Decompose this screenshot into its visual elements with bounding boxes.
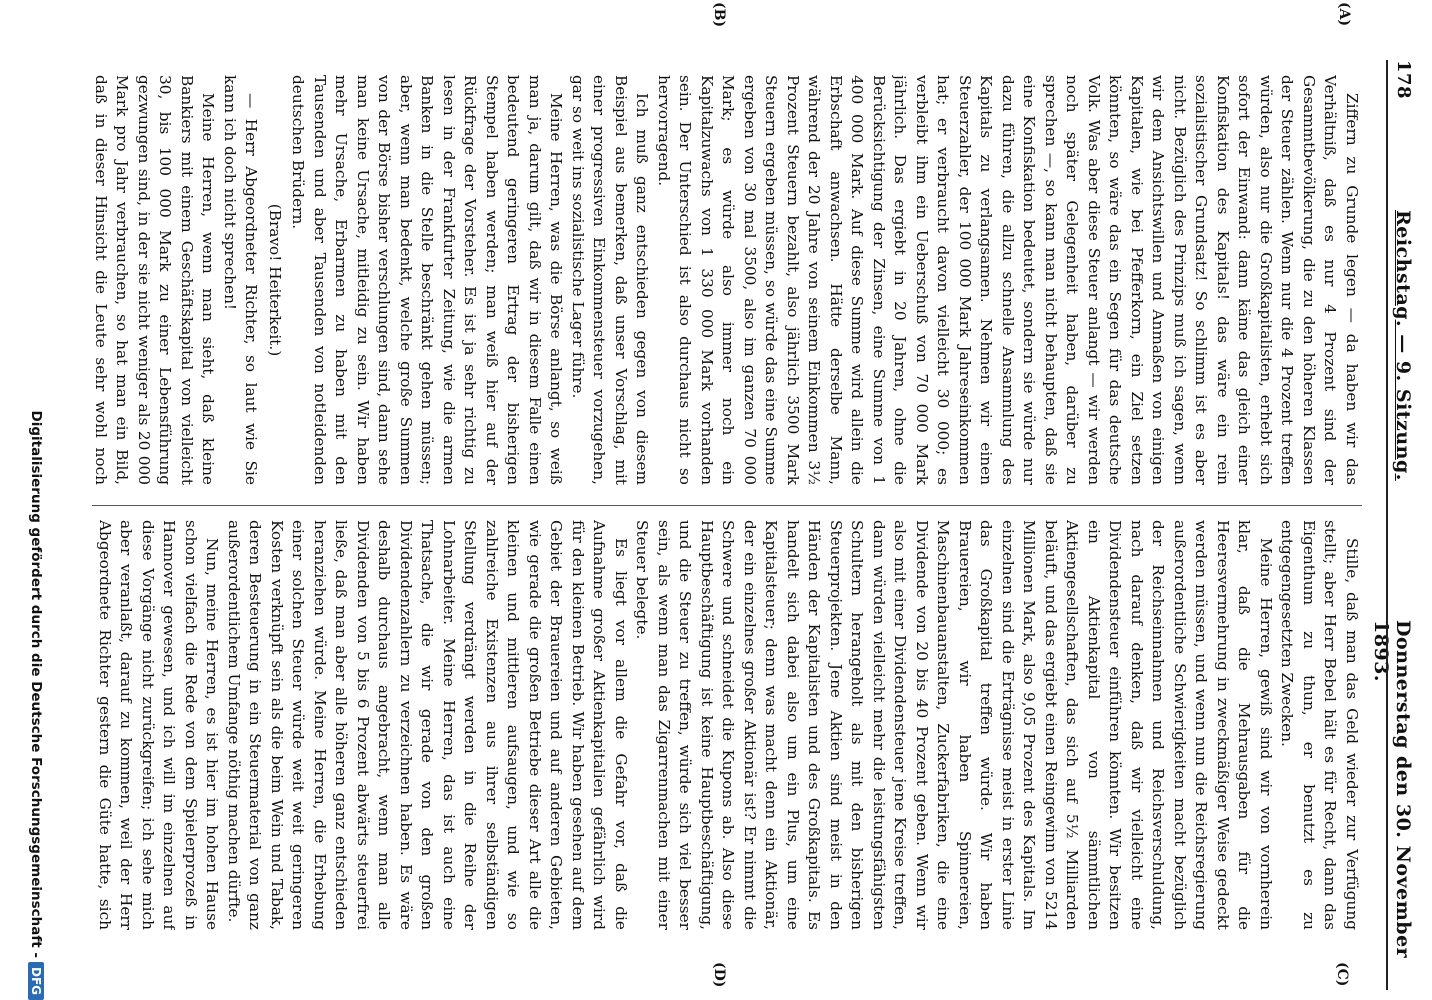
margin-marker-d: (D) (711, 962, 727, 988)
page-number: 178 (1393, 60, 1414, 100)
watermark-text: Digitalisierung gefördert durch die Deutsche Forschungsgemeinschaft - (28, 410, 44, 958)
session-date: Donnerstag den 30. November 1893. (1370, 620, 1414, 959)
text-column-left (92, 75, 1362, 485)
page-header (1370, 60, 1430, 970)
paragraph: Ziffern zu Grunde legen — da haben wir das Verhältniß, daß es nur 4 Prozent sind der Gesammtbevölkerung, die zu den höheren Klassen der Steuer zählen. Wenn nur die 4 Prozent treffen würden, also nur die Großkapitalisten, erhebt sich sofort der Einwand: dann käme das gleich einer Konfiskation des Kapitals! das wäre ein rein sozialistischer Grundsatz! So schlimm ist es aber nicht. Bezüglich des Prinzips muß ich sagen, wenn wir dem Ansichtswillen und Anmaßen von einigen Kapitalen, wie bei Pfefferkorn, ein Ziel setzen könnten, so wäre das ein Segen für das deutsche Volk. Was aber diese Steuer anlangt — wir werden noch später Gelegenheit haben, darüber zu sprechen —, so kann man nicht behaupten, daß sie eine Konfiskation bedeutet, sondern sie würde nur dazu führen, die allzu schnelle Ansammlung des Kapitals zu verlangsamen. Nehmen wir einen Steuerzahler, der 100 000 Mark Jahreseinkommen hat; er verbraucht davon vielleicht 30 000; es verbleibt ihm ein Ueberschuß von 70 000 Mark jährlich. Das ergiebt in 20 Jahren, ohne die Berücksichtigung der Zinsen, eine Summe von 1 400 000 Mark. Auf diese Summe wird allein die Erbschaft anwachsen. Hätte derselbe Mann, während der 20 Jahre von seinem Einkommen 3½ Prozent Steuern bezahlt, also jährlich 3500 Mark Steuern ergeben müssen, so würde das eine Summe ergeben von 30 mal 3500, also im ganzen 70 000 Mark; es würde also immer noch ein Kapitalzuwachs von 1 330 000 Mark vorhanden sein. Der Unterschied ist also durchaus nicht so hervorragend. (655, 75, 1361, 485)
paragraph: Nun, meine Herren, es ist hier im hohen Hause schon vielfach die Rede von dem Spielerprozeß in Hannover gewesen, und ich will im einzelnen auf diese Vorgänge nicht zurückgreifen; ich sehe mich aber veranlaßt, darauf zu kommen, weil der Herr Abgeordnete Richter gestern die Güte hatte, sich (96, 520, 222, 930)
page-title: Reichstag. — 9. Sitzung. (1392, 210, 1414, 481)
paragraph: Ich muß ganz entschieden gegen von diesem Beispiel aus bemerken, daß unser Vorschlag, mit einer progressiven Einkommensteuer vorzugehen, gar so weit ins sozialistische Lager führe. (569, 75, 652, 485)
paragraph: Meine Herren, was die Börse anlangt, so weiß man ja, darum gilt, daß wir in diesem Falle einen bedeutend geringeren Ertrag der bisherigen Stempel haben werden; man weiß hier auf der Rückfrage der Vorsteher. Es ist ja sehr richtig zu lesen in der Frankfurter Zeitung, wie die armen Banken in die Stelle beschränkt gehen müssen; aber, wenn man bedenkt, welche große Summen von der Börse bisher verschlungen sind, dann sehe man keine Ursache, mitleidig zu sein. Wir haben mehr Ursache, Erbarmen zu haben mit den Tausenden und aber Tausenden von notleidenden deutschen Brüdern. (289, 75, 566, 485)
paragraph: — Herr Abgeordneter Richter, so laut wie Sie kann ich doch nicht sprechen! (221, 75, 261, 485)
text-column-right (92, 520, 1362, 930)
margin-marker-c: (C) (1334, 962, 1350, 987)
dfg-logo: DFG (28, 962, 44, 1000)
margin-marker-a: (A) (1336, 2, 1352, 27)
paragraph: Es liegt vor allem die Gefahr vor, daß die Aufnahme großer Aktienkapitalien gefährlich wird für den kleinen Betrieb. Wir haben gesehen auf dem Gebiet der Brauereien und auf anderen Gebieten, wie gerade die großen Betriebe dieser Art alle die kleinen und mittleren aufsaugen, und wie so zahlreiche Existenzen aus ihrer selbständigen Stellung verdrängt werden in die Reihe der Lohnarbeiter. Meine Herren, das ist auch eine Thatsache, die wir gerade von den großen Dividendenzahlern zu verzeichnen haben. Es wäre deshalb durchaus angebracht, wenn man alle Dividenden von 5 bis 6 Prozent abwärts steuerfrei ließe, daß man aber alle höheren ganz entschieden heranziehen würde. Meine Herren, die Erhebung einer solchen Steuer würde weit weit geringeren Kosten verknüpft sein als die beim Wein und Tabak, deren Besteuerung in ein Steuermaterial von ganz außerordentlichem Umfange nöthig machen dürfte. (225, 520, 630, 930)
interjection: (Bravo! Heiterkeit.) (266, 203, 284, 357)
paragraph: Meine Herren, gewiß sind wir von vornherein klar, daß die Mehrausgaben für die Heeresvermehrung in zweckmäßiger Weise gedeckt werden müssen, und wenn nun die Reichsregierung außerordentliche Schwierigkeiten macht bezüglich der Reichseinnahmen und Reichsverschuldung, nach darauf denken, daß wir vielleicht eine Dividendensteuer einführen könnten. Wir besitzen ein Aktienkapital von sämmtlichen Aktiengesellschaften, das sich auf 5½ Milliarden beläuft, und das ergiebt einen Reingewinn von 5214 Millionen Mark, also 9,05 Prozent des Kapitals. Im einzelnen sind die Erträgnisse meist in erster Linie das Großkapital treffen würde. Wir haben Brauereien, wir haben Spinnereien, Maschinenbauanstalten, Zuckerfabriken, die eine Dividende von 20 bis 40 Prozent geben. Wenn wir also mit einer Dividendensteuer jene Kreise treffen, dann würden vielleicht mehr die leistungsfähigsten Schultern herangeholt als mit den bisherigen Steuerprojekten. Jene Aktien sind meist in den Händen der Kapitalisten und des Großkapitals. Es handelt sich dabei also um ein Plus, um eine Kapitalsteuer; denn was macht denn ein Aktionär, der ein einzelnes großer Aktionär ist? Er nimmt die Schwere und schneidet die Kupons ab. Also diese Hauptbeschäftigung ist keine Hauptbeschäftigung, und die Steuer zu treffen, würde sich viel besser sein, als wenn man das Zigarrenmachen mit einer Steuer belegte. (633, 520, 1275, 930)
paragraph: Meine Herren, wenn man sieht, daß kleine Bankiers mit einem Geschäftskapital von vielleicht 30, bis 100 000 Mark zu einer Lebensführung gezwungen sind, in der sie nicht weniger als 20 000 Mark pro Jahr verbrauchen, so hat man ein Bild, daß in dieser Hinsicht die Leute sehr wohl noch (92, 75, 218, 485)
column-divider (92, 505, 1362, 506)
paragraph: Stille, daß man das Geld wieder zur Verfügung stellt; aber Herr Bebel hält es für Recht, dann das Eigenthum zu thun, er benutzt es zu entgegengesetzten Zwecken. (1278, 520, 1361, 930)
margin-marker-b: (B) (711, 2, 727, 28)
header-rule (1386, 60, 1388, 990)
digitization-watermark (14, 0, 44, 1000)
